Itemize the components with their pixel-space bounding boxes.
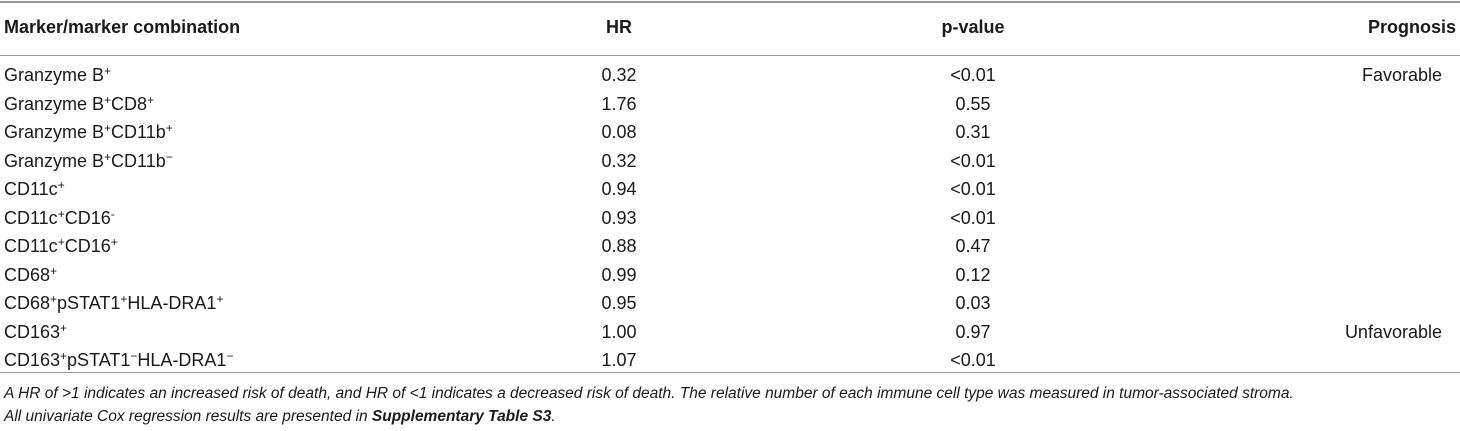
marker-sign: +	[147, 92, 155, 107]
cell-hr: 0.94	[601, 179, 637, 199]
cell-marker	[4, 119, 173, 145]
marker-sign: +	[60, 349, 68, 363]
marker-name: CD163	[4, 321, 61, 342]
cell-hr: 0.08	[601, 122, 637, 142]
marker-name: Granzyme B	[4, 65, 105, 85]
cell-pvalue: 0.12	[955, 264, 991, 285]
table-top-rule	[0, 1, 1460, 3]
cell-marker	[4, 148, 173, 174]
marker-name: CD68	[4, 264, 51, 285]
cell-marker	[4, 262, 57, 288]
marker-name: HLA-DRA1	[127, 293, 217, 313]
cell-hr: 1.07	[601, 350, 637, 370]
table-row	[0, 233, 1460, 262]
cell-marker	[4, 176, 65, 202]
footnote-line-2	[4, 406, 556, 428]
marker-name: Granzyme B	[4, 93, 105, 114]
marker-name: CD16	[64, 236, 111, 256]
header-hr: HR	[606, 17, 632, 37]
marker-sign: +	[60, 320, 68, 335]
cell-hr: 0.95	[601, 293, 637, 313]
cell-marker	[4, 62, 111, 88]
cell-pvalue: 0.31	[955, 122, 991, 142]
marker-sign: +	[104, 64, 112, 78]
cell-marker	[4, 205, 115, 231]
table-row	[0, 176, 1460, 205]
marker-name: pSTAT1	[67, 350, 131, 370]
cell-hr: 1.00	[601, 321, 637, 342]
marker-sign: +	[110, 235, 118, 249]
table-bottom-rule	[0, 372, 1460, 373]
header-prognosis: Prognosis	[1367, 17, 1456, 37]
cell-pvalue: 0.97	[955, 321, 991, 342]
cell-hr: 0.32	[601, 65, 637, 85]
cell-pvalue: 0.47	[955, 236, 991, 256]
cell-pvalue: 0.03	[955, 293, 991, 313]
marker-sign: +	[57, 235, 65, 249]
marker-name: CD68	[4, 293, 51, 313]
cell-pvalue: <0.01	[950, 150, 996, 171]
cell-prognosis: Unfavorable	[1344, 321, 1442, 342]
cell-hr: 0.99	[601, 264, 637, 285]
marker-name: CD11c	[4, 236, 58, 256]
cell-marker	[4, 290, 223, 316]
marker-sign: +	[216, 292, 224, 306]
footnote-suffix: .	[551, 408, 556, 425]
marker-name: Granzyme B	[4, 122, 105, 142]
table-row	[0, 319, 1460, 348]
marker-sign: +	[57, 178, 65, 192]
cell-marker	[4, 91, 154, 117]
cell-hr: 0.32	[601, 150, 637, 171]
cell-hr: 1.76	[601, 93, 637, 114]
cell-hr: 0.88	[601, 236, 637, 256]
table-header-rule	[0, 55, 1460, 56]
marker-name: CD11b	[111, 122, 166, 142]
marker-name: CD16	[64, 207, 111, 228]
marker-sign: −	[165, 149, 173, 164]
marker-name: CD163	[4, 350, 61, 370]
table-row	[0, 262, 1460, 291]
marker-name: HLA-DRA1	[137, 350, 227, 370]
marker-sign: −	[130, 349, 138, 363]
cell-pvalue: <0.01	[950, 207, 996, 228]
header-pvalue: p-value	[941, 17, 1005, 37]
table-row	[0, 91, 1460, 120]
marker-name: pSTAT1	[57, 293, 121, 313]
cell-pvalue: <0.01	[950, 350, 996, 370]
table-row	[0, 205, 1460, 234]
cell-marker	[4, 347, 233, 373]
marker-sign: +	[165, 121, 173, 135]
table-row	[0, 148, 1460, 177]
marker-name: CD11c	[4, 207, 58, 228]
marker-name: CD11c	[4, 179, 58, 199]
header-marker: Marker/marker combination	[4, 17, 241, 37]
cell-hr: 0.93	[601, 207, 637, 228]
marker-sign: +	[120, 292, 128, 306]
table-row	[0, 290, 1460, 319]
marker-name: CD8	[111, 93, 148, 114]
cell-prognosis: Favorable	[1361, 65, 1442, 85]
marker-sign: +	[104, 121, 112, 135]
table-row	[0, 119, 1460, 148]
cell-marker	[4, 319, 67, 345]
cell-pvalue: <0.01	[950, 65, 996, 85]
cell-pvalue: 0.55	[955, 93, 991, 114]
marker-sign: +	[104, 149, 112, 164]
table-row	[0, 62, 1460, 91]
cell-marker	[4, 233, 118, 259]
marker-sign: −	[226, 349, 234, 363]
table-body	[0, 62, 1460, 376]
marker-name: Granzyme B	[4, 150, 105, 171]
marker-sign: -	[110, 206, 115, 221]
marker-sign: +	[50, 263, 58, 278]
marker-sign: +	[50, 292, 58, 306]
marker-sign: +	[57, 206, 65, 221]
marker-name: CD11b	[111, 150, 166, 171]
marker-sign: +	[104, 92, 112, 107]
footnote-prefix: All univariate Cox regression results are presented in	[4, 408, 372, 425]
footnote-line-1: A HR of >1 indicates an increased risk of death, and HR of <1 indicates a decreased risk of death. The relative number of each immune cell type was measured in tumor-associated stroma.	[4, 385, 1294, 402]
supplementary-table-link[interactable]: Supplementary Table S3	[371, 408, 552, 425]
cell-pvalue: <0.01	[950, 179, 996, 199]
